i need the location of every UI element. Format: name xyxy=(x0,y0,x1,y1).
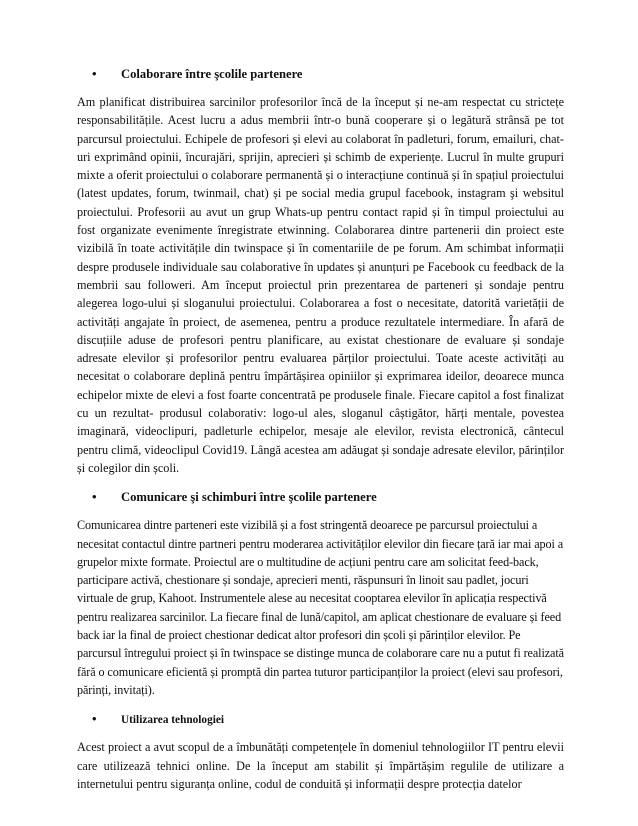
bullet-icon: • xyxy=(92,66,97,81)
heading-text: Colaborare între şcolile partenere xyxy=(121,67,303,81)
section-heading-technology xyxy=(77,711,564,727)
document-page xyxy=(77,66,564,805)
paragraph-collaboration: Am planificat distribuirea sarcinilor profesorilor încă de la început și ne-am respectat cu strictețe responsabilitățile. Acest lucru a adus membrii într-o bună cooperare și o legătură strânsă pe tot parcursul proiectului. Echipele de profesori și elevi au colaborat în padleturi, forum, emailuri, chat-uri exprimând opinii, încurajări, sprijin, aprecieri și schimb de experiențe. Lucrul în multe grupuri mixte a oferit proiectului o colaborare permanentă și o interacțiune continuă și în spațiul proiectului (latest updates, forum, twinmail, chat) și pe social media grupul facebook, instagram şi websitul proiectului. Profesorii au avut un grup Whats-up pentru contact rapid și în timpul proiectului au fost organizate evenimente înregistrate etwinning. Colaborarea dintre partenerii din proiect este vizibilă în toate activitățile din twinspace și în comentariile de pe forum. Am schimbat informații despre produsele individuale sau colaborative în updates și anunțuri pe Facebook cu feedback de la membrii sau followeri. Am început proiectul prin prezentarea de parteneri și sondaje pentru alegerea logo-ului și sloganului proiectului. Colaborarea a fost o necesitate, datorită varietății de activități angajate în proiect, de asemenea, pentru a produce rezultatele intermediare. În afară de discuțiile aduse de profesori pentru planificare, au existat chestionare de evaluare și sondaje adresate elevilor și profesorilor pentru evaluarea părților proiectului. Toate aceste activități au necesitat o colaborare deplină pentru împărtășirea opiniilor și exprimarea ideilor, deoarece munca echipelor mixte de elevi a fost foarte concentrată pe produsele finale. Fiecare capitol a fost finalizat cu un rezultat- produsul colaborativ: logo-ul ales, sloganul câștigător, hărți mentale, povestea imaginară, videoclipuri, padleturle echipelor, mesaje ale elevilor, revista electronică, cântecul pentru climă, videoclipul Covid19. Lângă acestea am adăugat și sondaje adresate elevilor, părinților și colegilor din școli. xyxy=(77,95,564,475)
bullet-icon: • xyxy=(92,489,97,505)
heading-text: Comunicare şi schimburi între şcolile partenere xyxy=(121,490,377,505)
heading-text: Utilizarea tehnologiei xyxy=(121,714,225,727)
paragraph-communication: Comunicarea dintre parteneri este vizibilă și a fost stringentă deoarece pe parcursul proiectului a necesitat contactul dintre partneri pentru moderarea activităților elevilor din fiecare țară iar mai apoi a grupelor mixte formate. Proiectul are o multitudine de acțiuni pentru care am solicitat feed-back, participare activă, chestionare și sondaje, aprecieri menti, răspunsuri în linoit sau padlet, jocuri virtuale de grup, Kahoot. Instrumentele alese au necesitat cooptarea elevilor în aplicația respectivă pentru realizarea sarcinilor. La fiecare final de lună/capitol, am aplicat chestionare de evaluare și feed back iar la final de proiect chestionar dedicat altor profesori din școli și părinților elevilor. Pe parcursul întregului proiect și în twinspace se distinge munca de colaborare care nu a putut fi realizată fără o comunicare eficientă și promptă din partea tuturor participanților la proiect (elevi sau profesori, părinți, invitați). xyxy=(77,518,564,697)
paragraph-technology: Acest proiect a avut scopul de a îmbunătăți competențele în domeniul tehnologiilor IT pentru elevii care utilizează tehnici online. De la început am stabilit și împărtășim regulile de utilizare a internetului pentru siguranța online, codul de conduită și informații despre protecția datelor xyxy=(77,740,564,791)
section-heading-collaboration xyxy=(77,66,564,82)
bullet-icon: • xyxy=(92,711,97,727)
section-heading-communication xyxy=(77,489,564,505)
